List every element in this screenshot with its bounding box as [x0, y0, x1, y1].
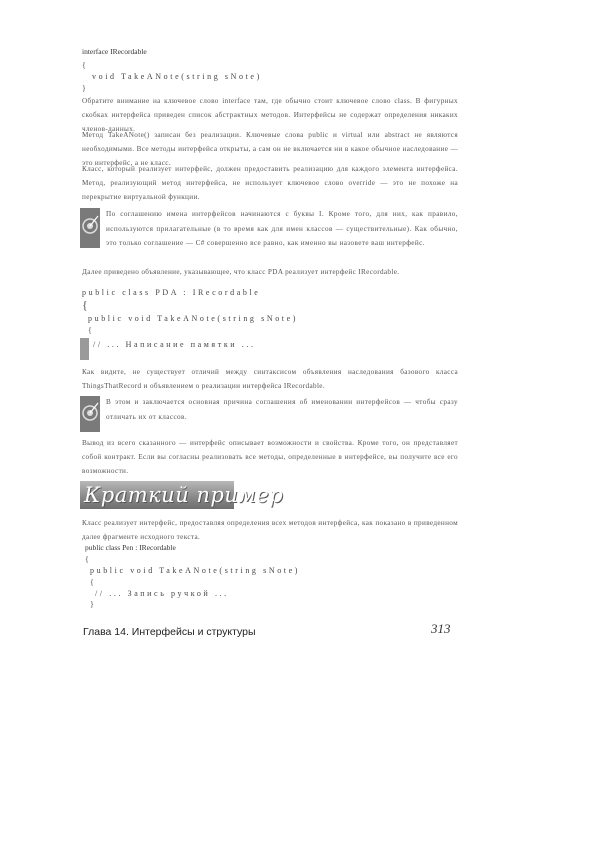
target-icon: [80, 396, 100, 432]
paragraph-conclusion: Вывод из всего сказанного — интерфейс описывает возможности и свойства. Кроме того, он представляет собой контракт. Если вы согласны реализовать все методы, определенные в интерфейсе, вы получите все его возможности.: [82, 439, 458, 475]
code-takeanote-decl: void TakeANote(string sNote): [92, 72, 262, 81]
paragraph-implementing-class: Класс, который реализует интерфейс, должен предоставить реализацию для каждого элемента интерфейса. Метод, реализующий метод интерфейса, не использует ключевое слово override — это не похоже на перекрытие виртуальной функции.: [82, 165, 458, 201]
tip-target-icon: [80, 208, 100, 248]
tip-target-icon-2: [80, 396, 100, 432]
paragraph-pen-intro: Класс реализует интерфейс, предоставляя определения всех методов интерфейса, как показано в приведенном далее фрагменте исходного текста.: [82, 519, 458, 541]
paragraph-takeanote-method: Метод TakeANote() записан без реализации. Ключевые слова public и virtual или abstract не являются необходимыми. Все методы интерфейса открыты, а сам он не включается ни в какое обычное наследование — это интерфейс, а не класс.: [82, 131, 458, 167]
code-pen-method-brace: {: [90, 578, 94, 587]
code-pda-method: public void TakeANote(string sNote): [88, 314, 299, 323]
code-pen-comment: // ... Запись ручкой ...: [95, 589, 229, 598]
code-pen-class: public class Pen : IRecordable: [85, 543, 176, 552]
code-margin-bar: [80, 338, 89, 360]
target-icon: [80, 208, 100, 248]
code-pen-open-brace: {: [85, 555, 89, 564]
tip-interface-naming: По соглашению имена интерфейсов начинаются с буквы I. Кроме того, для них, как правило, используются прилагательные (в то время как для имен классов — существительные). Как обычно, это только соглашение — C# совершенно все равно, как именно вы назовете ваш интерфейс.: [106, 210, 458, 247]
tip-naming-reason: В этом и заключается основная причина соглашения об именовании интерфейсов — чтобы сразу отличать их от классов.: [106, 398, 458, 421]
code-close-brace: }: [82, 84, 86, 93]
code-pen-method: public void TakeANote(string sNote): [90, 566, 301, 575]
code-pda-comment: // ... Написание памятки ...: [93, 340, 256, 349]
code-open-brace: {: [82, 61, 86, 70]
paragraph-syntax-comparison: Как видите, не существует отличий между синтаксисом объявления наследования базового класса ThingsThatRecord и объявлением о реализации интерфейса IRecordable.: [82, 368, 458, 390]
chapter-footer: Глава 14. Интерфейсы и структуры: [83, 626, 256, 638]
code-pen-close-brace: }: [90, 600, 94, 609]
code-pda-class: public class PDA : IRecordable: [82, 288, 261, 297]
code-pda-open-brace: {: [82, 298, 88, 312]
paragraph-pda-intro: Далее приведено объявление, указывающее, что класс PDA реализует интерфейс IRecordable.: [82, 268, 400, 276]
paragraph-interface-keyword: Обратите внимание на ключевое слово interface там, где обычно стоит ключевое слово class. В фигурных скобках интерфейса приведен список абстрактных методов. Интерфейсы не содержат определения никаких членов-данных.: [82, 97, 458, 133]
page-number: 313: [431, 621, 451, 636]
code-interface-decl: interface IRecordable: [82, 47, 147, 56]
code-pda-method-brace: {: [88, 326, 92, 335]
section-title: Краткий пример: [84, 483, 284, 507]
